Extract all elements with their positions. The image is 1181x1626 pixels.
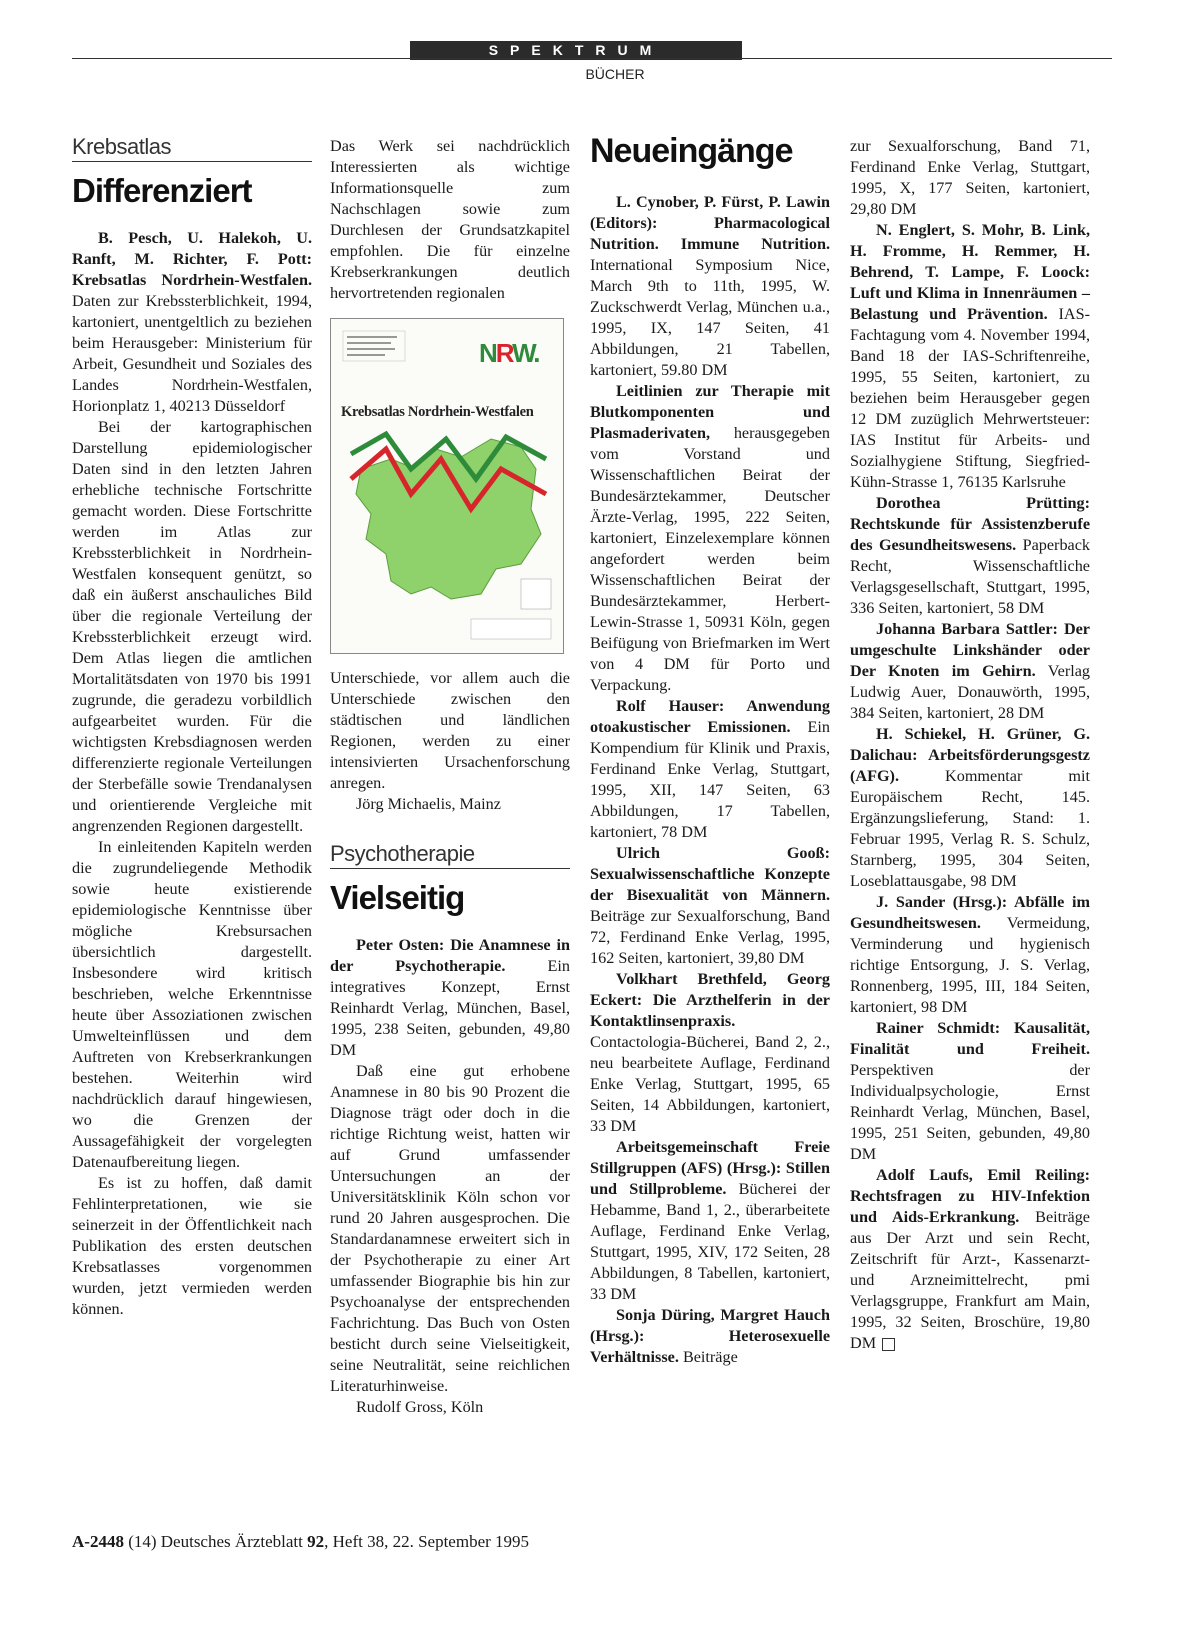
book-cover-image bbox=[330, 318, 564, 654]
section-label: SPEKTRUM bbox=[488, 42, 664, 58]
entry-rest: Vermeidung, Verminderung und hygienisch richtige Entsorgung, J. S. Verlag, Ronnenberg, 1995, III, 184 Seiten, kartoniert, 98 DM bbox=[850, 914, 1090, 1016]
entry-bold: Johanna Barbara Sattler: Der umgeschulte Linkshänder oder Der Knoten im Gehirn. bbox=[850, 620, 1090, 680]
paragraph: In einleitenden Kapiteln werden die zugrundeliegende Methodik sowie heute existierende epidemiologische Kenntnisse über mögliche Krebsursachen übersichtlich dargestellt. Insbesondere wird kritisch beschrieben, welche Erkenntnisse heute über Assoziationen zwischen Umwelteinflüssen und dem Auftreten von Krebserkrankungen bestehen. Weiterhin wird nachdrücklich darauf hingewiesen, wo die Grenzen der Aussagefähigkeit der vorgelegten Datenaufbereitung liegen. bbox=[72, 838, 312, 1171]
entry-rest: Contactologia-Bücherei, Band 2, 2., neu bearbeitete Auflage, Ferdinand Enke Verlag, Stuttgart, 1995, 65 Seiten, 14 Abbildungen, kartoniert, 33 DM bbox=[590, 1033, 830, 1135]
nrw-logo: NRW. bbox=[479, 338, 539, 368]
headline-differenziert: Differenziert bbox=[72, 172, 252, 209]
entry-rest: Perspektiven der Individualpsychologie, Ernst Reinhardt Verlag, München, Basel, 1995, 251 Seiten, gebunden, 49,80 DM bbox=[850, 1061, 1090, 1163]
list-item bbox=[590, 1137, 830, 1305]
entry-bold: H. Schiekel, H. Grüner, G. Dalichau: Arbeitsförderungsgestz (AFG). bbox=[850, 725, 1090, 785]
entry-bold: N. Englert, S. Mohr, B. Link, H. Fromme, H. Remmer, H. Behrend, T. Lampe, F. Loock: Luft und Klima in Innenräumen – Belastung und Prävention. bbox=[850, 221, 1090, 323]
headline-neueingaenge: Neueingänge bbox=[590, 132, 793, 170]
signature: Jörg Michaelis, Mainz bbox=[356, 795, 501, 813]
list-item bbox=[590, 1305, 830, 1368]
paragraph: Unterschiede, vor allem auch die Unterschiede zwischen den städtischen und ländlichen Regionen, werden zu einer intensivierten Ursachenforschung anregen. bbox=[330, 669, 570, 792]
header-rule bbox=[72, 58, 1112, 59]
book-cover-illustration bbox=[331, 319, 563, 653]
column-2 bbox=[330, 136, 570, 1418]
entry-rest: Kommentar mit Europäischem Recht, 145. Ergänzungslieferung, Stand: 1. Februar 1995, Verlag R. S. Schulz, Starnberg, 1995, 304 Seiten, Loseblattausgabe, 98 DM bbox=[850, 767, 1090, 890]
entry-bold: Arbeitsgemeinschaft Freie Stillgruppen (AFS) (Hrsg.): Stillen und Stillprobleme. bbox=[590, 1138, 830, 1198]
entry-rest: Bücherei der Hebamme, Band 1, 2., überarbeitete Auflage, Ferdinand Enke Verlag, Stuttgart, 1995, XIV, 172 Seiten, 28 Abbildungen, 8 Tabellen, kartoniert, 33 DM bbox=[590, 1180, 830, 1303]
entry-rest: Beiträge aus Der Arzt und sein Recht, Zeitschrift für Arzt-, Kassenarzt- und Arzneimittelrecht, pmi Verlagsgruppe, Frankfurt am Main, 1995, 32 Seiten, Broschüre, 19,80 DM bbox=[850, 1208, 1090, 1352]
entry-bold: Dorothea Prütting: Rechtskunde für Assistenzberufe des Gesundheitswesens. bbox=[850, 494, 1090, 554]
entry-rest: Verlag Ludwig Auer, Donauwörth, 1995, 384 Seiten, kartoniert, 28 DM bbox=[850, 662, 1091, 722]
column-4 bbox=[850, 136, 1090, 1354]
bib-bold: Peter Osten: Die Anamnese in der Psychotherapie. bbox=[330, 936, 570, 975]
list-item bbox=[850, 220, 1090, 493]
bib-bold: B. Pesch, U. Halekoh, U. Ranft, M. Richter, F. Pott: Krebsatlas Nordrhein-Westfalen. bbox=[72, 229, 312, 289]
paragraph: Daß eine gut erhobene Anamnese in 80 bis 90 Prozent die Diagnose trägt oder doch in die richtige Richtung weist, hatten wir auf Grund umfassender Untersuchungen an der Universitätsklinik Köln schon vor rund 20 Jahren ausgesprochen. Die Standardanamnese erweitert sich in der Psychotherapie zu einer Art umfassender Biographie bis hin zur Psychoanalyse der entsprechenden Fachrichtung. Das Buch von Osten besticht durch seine Vielseitigkeit, seine Neutralität, seine reichlichen Literaturhinweise. bbox=[330, 1062, 570, 1395]
paragraph: Es ist zu hoffen, daß damit Fehlinterpretationen, wie sie seinerzeit in der Öffentlichkeit nach Publikation des ersten deutschen Krebsatlasses vorgenommen wurden, jetzt vermieden werden können. bbox=[72, 1174, 312, 1318]
list-item-continuation: zur Sexualforschung, Band 71, Ferdinand Enke Verlag, Stuttgart, 1995, X, 177 Seiten, kartoniert, 29,80 DM bbox=[850, 137, 1090, 218]
entry-rest: International Symposium Nice, March 9th to 11th, 1995, W. Zuckschwerdt Verlag, München u.a., 1995, IX, 147 Seiten, 41 Abbildungen, 21 Tabellen, kartoniert, 59.80 DM bbox=[590, 256, 830, 379]
page-code: A-2448 bbox=[72, 1532, 124, 1551]
footer-volume: 92 bbox=[307, 1532, 325, 1551]
entry-bold: Adolf Laufs, Emil Reiling: Rechtsfragen zu HIV-Infektion und Aids-Erkrankung. bbox=[850, 1166, 1090, 1226]
page-footer bbox=[72, 1532, 529, 1552]
entry-rest: Ein Kompendium für Klinik und Praxis, Ferdinand Enke Verlag, Stuttgart, 1995, XII, 147 Seiten, 63 Abbildungen, 17 Tabellen, kartoniert, 78 DM bbox=[590, 718, 830, 841]
signature: Rudolf Gross, Köln bbox=[356, 1398, 484, 1416]
list-item bbox=[850, 619, 1090, 724]
entry-bold: J. Sander (Hrsg.): Abfälle im Gesundheitswesen. bbox=[850, 893, 1090, 932]
kicker-psychotherapie: Psychotherapie bbox=[330, 843, 570, 869]
bib-rest: Ein integratives Konzept, Ernst Reinhardt Verlag, München, Basel, 1995, 238 Seiten, gebunden, 49,80 DM bbox=[330, 957, 570, 1059]
list-item bbox=[590, 843, 830, 969]
footer-issue: , Heft 38, 22. September 1995 bbox=[324, 1532, 530, 1551]
entry-rest: Paperback Recht, Wissenschaftliche Verlagsgesellschaft, Stuttgart, 1995, 336 Seiten, kartoniert, 58 DM bbox=[850, 536, 1090, 617]
list-item bbox=[850, 892, 1090, 1018]
list-item bbox=[850, 493, 1090, 619]
entry-bold: Volkhart Brethfeld, Georg Eckert: Die Arzthelferin in der Kontaktlinsenpraxis. bbox=[590, 970, 830, 1030]
list-item bbox=[590, 192, 830, 381]
subsection-label: BÜCHER bbox=[585, 66, 645, 82]
entry-rest: Beiträge bbox=[678, 1348, 738, 1366]
list-item bbox=[850, 724, 1090, 892]
bibliography-osten bbox=[330, 935, 570, 1061]
headline-vielseitig: Vielseitig bbox=[330, 879, 465, 916]
entry-rest: herausgegeben vom Vorstand und Wissenschaftlichen Beirat der Bundesärztekammer, Deutscher Ärzte-Verlag, 1995, 222 Seiten, kartoniert, Einzelexemplare können angefordert werden beim Wissenschaftlichen Beirat der Bundesärztekammer, Herbert-Lewin-Strasse 1, 50931 Köln, gegen Beifügung von Briefmarken im Wert von 4 DM für Porto und Verpackung. bbox=[590, 424, 830, 694]
list-item bbox=[850, 1018, 1090, 1165]
entry-bold: Rolf Hauser: Anwendung otoakustischer Emissionen. bbox=[590, 697, 830, 736]
column-3 bbox=[590, 132, 830, 1368]
entry-bold: Ulrich Gooß: Sexualwissenschaftliche Konzepte der Bisexualität von Männern. bbox=[590, 844, 830, 904]
footer-text: (14) Deutsches Ärzteblatt bbox=[123, 1532, 308, 1551]
book-cover-title: Krebsatlas Nordrhein-Westfalen bbox=[341, 404, 534, 420]
entry-bold: Rainer Schmidt: Kausalität, Finalität und Freiheit. bbox=[850, 1019, 1090, 1058]
list-item bbox=[850, 1165, 1090, 1354]
entry-rest: Beiträge zur Sexualforschung, Band 72, Ferdinand Enke Verlag, 1995, 162 Seiten, kartoniert, 39,80 DM bbox=[590, 907, 830, 967]
list-item bbox=[590, 969, 830, 1137]
entry-bold: Sonja Düring, Margret Hauch (Hrsg.): Heterosexuelle Verhältnisse. bbox=[590, 1306, 830, 1366]
entry-bold: Leitlinien zur Therapie mit Blutkomponenten und Plasmaderivaten, bbox=[590, 382, 830, 442]
list-item bbox=[590, 696, 830, 843]
bibliography-krebsatlas bbox=[72, 228, 312, 417]
kicker-krebsatlas: Krebsatlas bbox=[72, 136, 312, 162]
entry-rest: IAS-Fachtagung vom 4. November 1994, Band 18 der IAS-Schriftenreihe, 1995, 55 Seiten, kartoniert, zu beziehen beim Herausgeber gegen 12 DM zuzüglich Mehrwertsteuer: IAS Institut für Arbeits- und Sozialhygiene Stiftung, Siegfried-Kühn-Strasse 1, 76135 Karlsruhe bbox=[850, 305, 1090, 491]
column-1 bbox=[72, 136, 312, 1320]
paragraph: Das Werk sei nachdrücklich Interessierten als wichtige Informationsquelle zum Nachschlagen sowie zum Durchlesen der Grundsatzkapitel empfohlen. Die für einzelne Krebserkrankungen deutlich hervortretenden regionalen bbox=[330, 137, 570, 302]
end-mark-icon bbox=[882, 1338, 895, 1351]
bib-rest: Daten zur Krebssterblichkeit, 1994, kartoniert, unentgeltlich zu beziehen beim Herausgeber: Ministerium für Arbeit, Gesundheit und Soziales des Landes Nordrhein-Westfalen, Horionplatz 1, 40213 Düsseldorf bbox=[72, 292, 312, 415]
paragraph: Bei der kartographischen Darstellung epidemiologischer Daten sind in den letzten Jahren erhebliche technische Fortschritte gemacht worden. Diese Fortschritte werden im Atlas zur Krebssterblichkeit in Nordrhein-Westfalen konsequent genützt, so daß ein äußerst anschauliches Bild über die regionale Verteilung der Krebssterblichkeit erzeugt wird. Dem Atlas liegen die amtlichen Mortalitätsdaten von 1970 bis 1991 zugrunde, die geradezu vorbildlich aufgearbeitet wurden. Für die wichtigsten Krebsdiagnosen werden differenzierte regionale Verteilungen der Sterbefälle sowie Trendanalysen und orientierende Vergleiche mit angrenzenden Regionen dargestellt. bbox=[72, 418, 312, 835]
list-item bbox=[590, 381, 830, 696]
entry-bold: L. Cynober, P. Fürst, P. Lawin (Editors): Pharmacological Nutrition. Immune Nutrition. bbox=[590, 193, 830, 253]
